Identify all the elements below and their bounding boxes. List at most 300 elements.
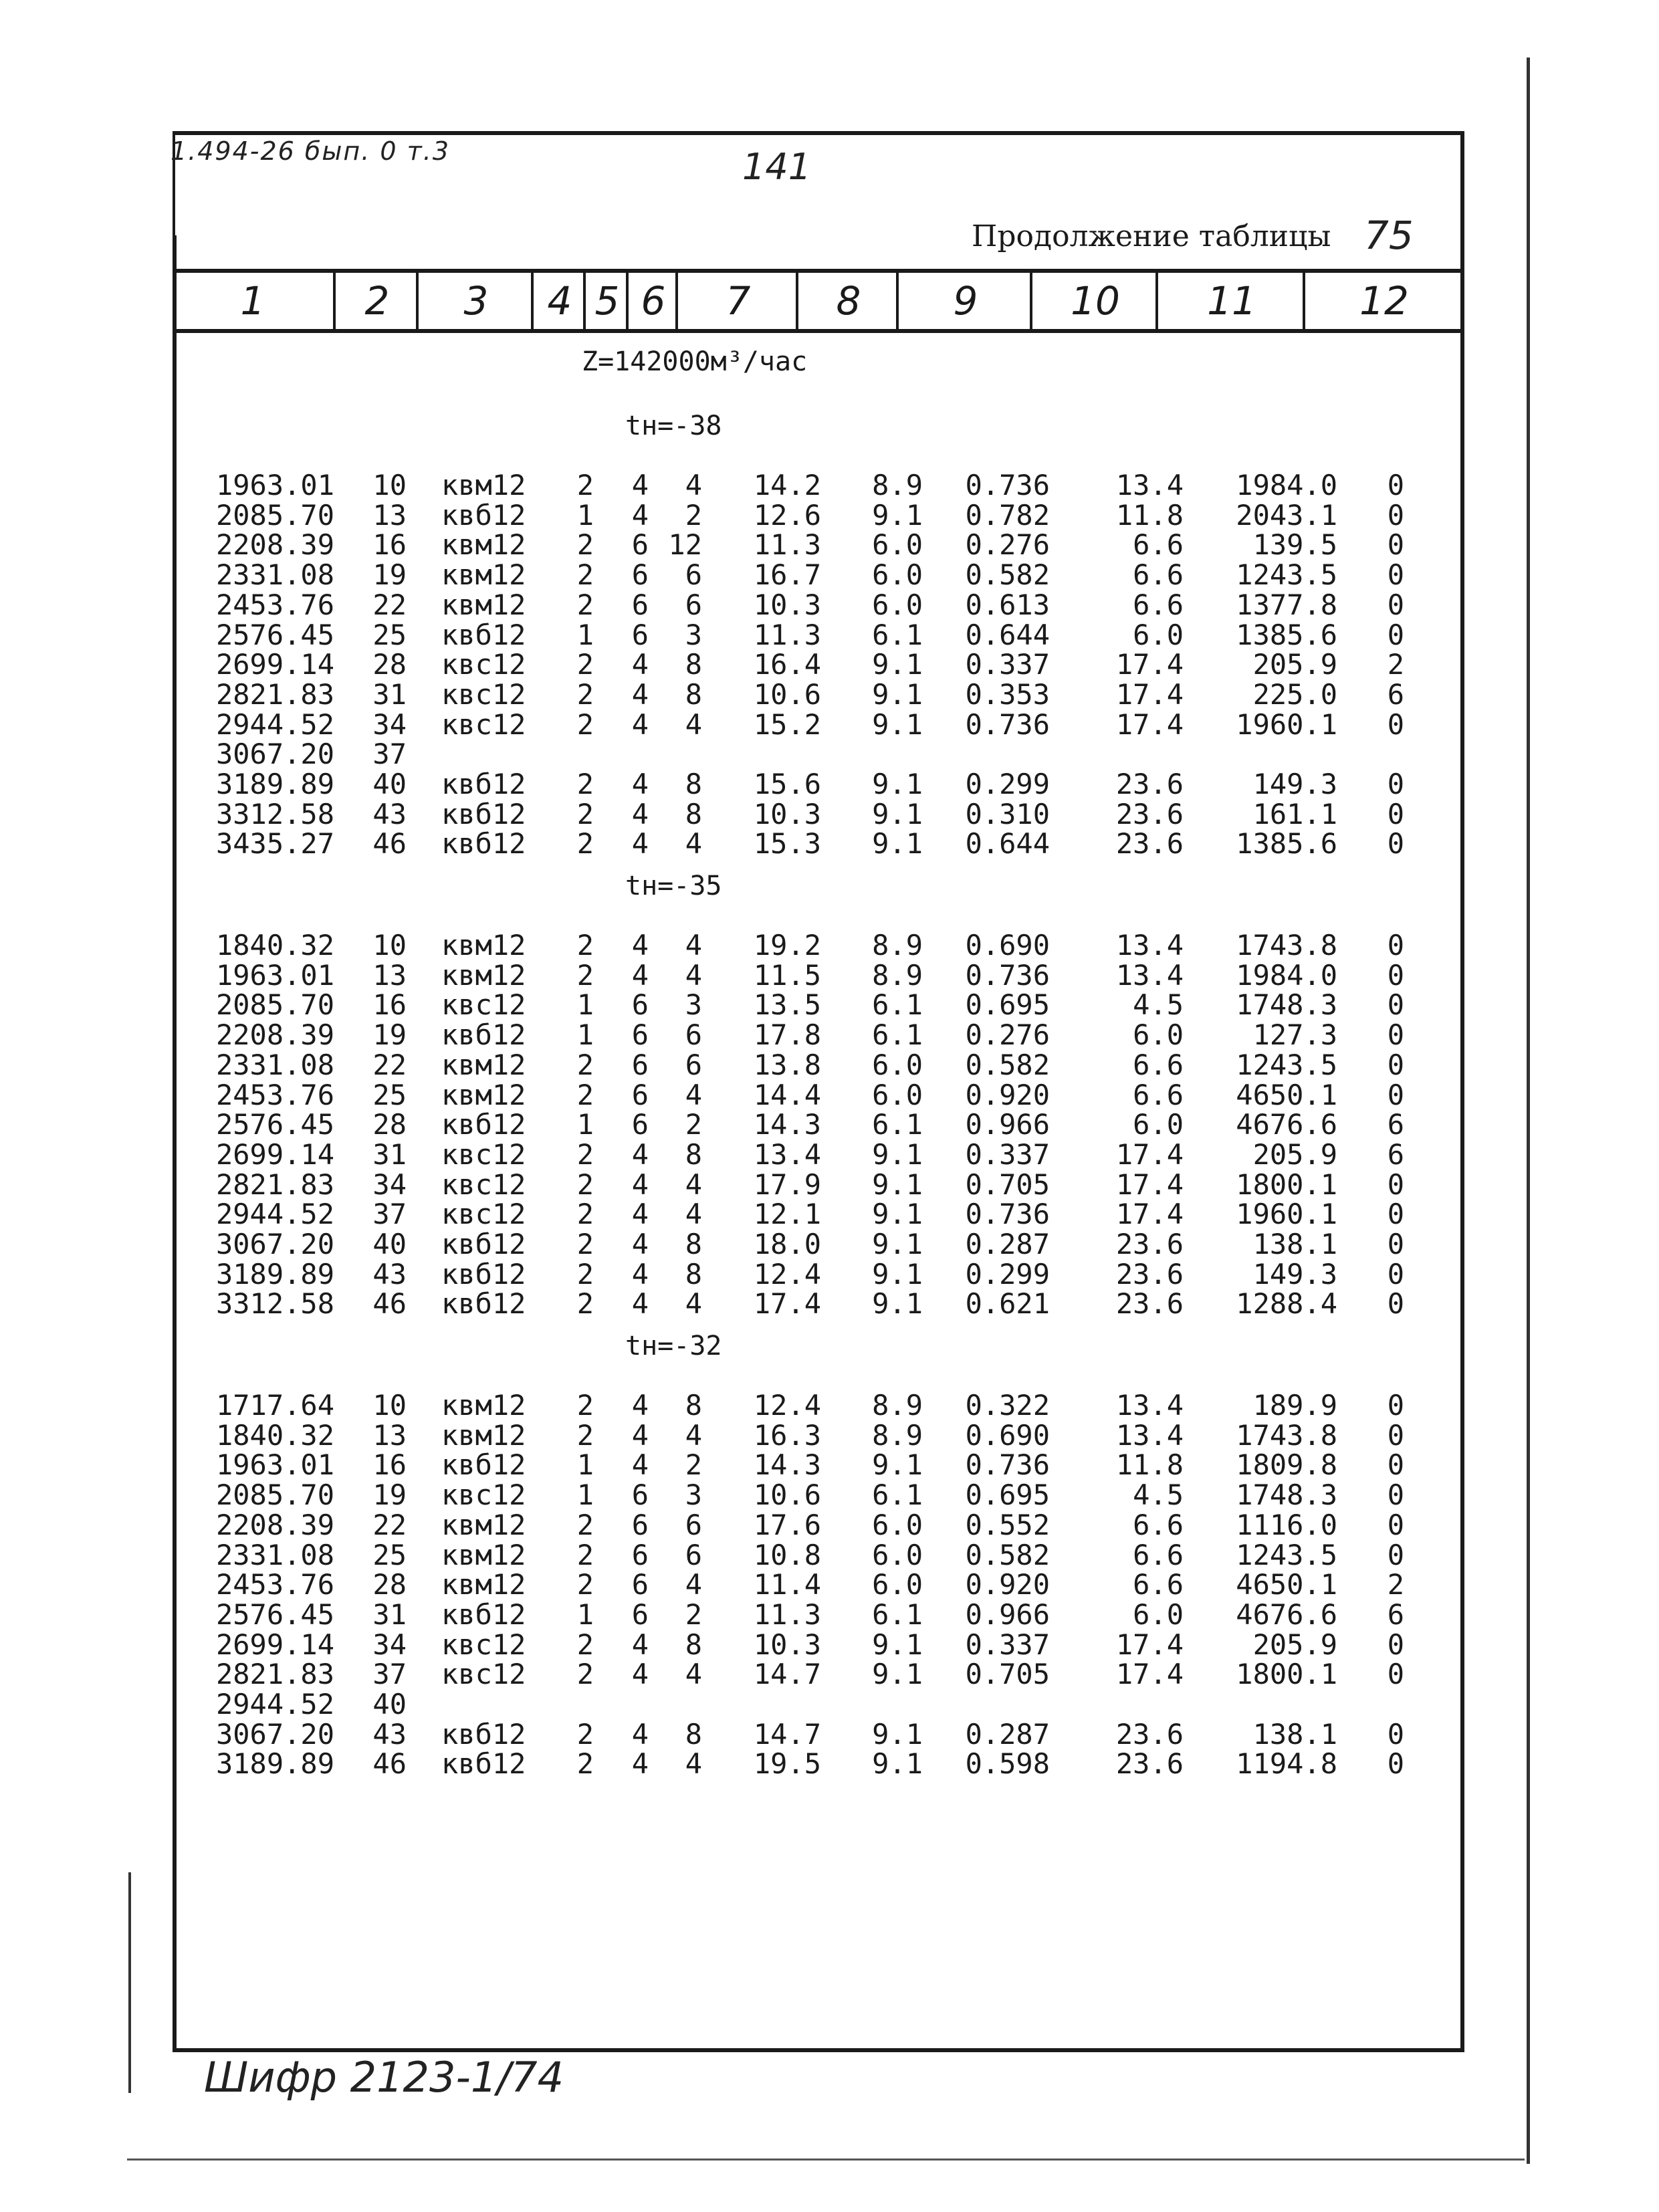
table-cell-col10: 6.6 bbox=[1133, 1078, 1184, 1111]
column-header: 12 bbox=[1303, 273, 1463, 329]
table-cell-col12: 6 bbox=[1387, 677, 1404, 711]
table-cell-col10: 6.6 bbox=[1133, 1568, 1184, 1601]
table-cell-col8: 9.1 bbox=[872, 827, 923, 861]
table-cell-col6: 12 bbox=[668, 528, 702, 562]
table-cell-col7: 10.8 bbox=[753, 1538, 821, 1571]
table-row bbox=[0, 1508, 1659, 1541]
table-cell-col2: 19 bbox=[372, 558, 407, 592]
table-cell-col8: 9.1 bbox=[872, 1228, 923, 1260]
table-cell-col8: 9.1 bbox=[872, 1448, 923, 1482]
flow-rate-label: Z=142000м³/час bbox=[582, 346, 808, 377]
table-cell-col7: 11.4 bbox=[753, 1568, 821, 1601]
table-cell-col9: 0.920 bbox=[965, 1568, 1050, 1601]
table-cell-col3: квм12 bbox=[441, 929, 526, 962]
table-cell-col6: 4 bbox=[685, 707, 702, 741]
table-cell-col12: 0 bbox=[1387, 1168, 1404, 1201]
table-cell-col4: 2 bbox=[576, 1287, 594, 1321]
table-cell-col3: квм12 bbox=[441, 1418, 526, 1452]
table-row bbox=[0, 1690, 1659, 1719]
table-cell-col7: 10.6 bbox=[753, 677, 821, 711]
table-cell-col2: 34 bbox=[372, 707, 407, 741]
table-cell-col11: 1960.1 bbox=[1236, 707, 1337, 741]
table-cell-col6: 6 bbox=[685, 558, 702, 592]
table-cell-col10: 17.4 bbox=[1115, 1198, 1184, 1231]
table-cell-col10: 13.4 bbox=[1115, 958, 1184, 992]
table-cell-col3: квб12 bbox=[441, 1747, 526, 1781]
table-cell-col3: квм12 bbox=[441, 1538, 526, 1571]
column-header: 7 bbox=[675, 273, 798, 329]
table-cell-col8: 8.9 bbox=[872, 1418, 923, 1452]
table-cell-col3: квм12 bbox=[441, 558, 526, 592]
table-row bbox=[0, 590, 1659, 620]
table-cell-col12: 0 bbox=[1387, 768, 1404, 800]
table-cell-col4: 2 bbox=[576, 1628, 594, 1661]
table-cell-col1: 2331.08 bbox=[215, 1538, 334, 1571]
table-cell-col1: 3067.20 bbox=[215, 1717, 334, 1751]
table-cell-col4: 2 bbox=[576, 1568, 594, 1601]
table-cell-col6: 2 bbox=[685, 1108, 702, 1141]
table-cell-col5: 6 bbox=[631, 1538, 649, 1571]
table-cell-col4: 2 bbox=[576, 1508, 594, 1541]
table-cell-col11: 225.0 bbox=[1252, 677, 1337, 711]
table-cell-col1: 2944.52 bbox=[215, 1688, 334, 1721]
table-cell-col2: 40 bbox=[372, 1688, 407, 1721]
table-cell-col11: 205.9 bbox=[1252, 648, 1337, 681]
table-cell-col3: квс12 bbox=[441, 988, 526, 1022]
table-cell-col6: 4 bbox=[685, 958, 702, 992]
table-cell-col6: 4 bbox=[685, 1168, 702, 1201]
table-cell-col3: квм12 bbox=[441, 958, 526, 992]
column-header: 9 bbox=[896, 273, 1032, 329]
table-row bbox=[0, 770, 1659, 799]
table-number: 75 bbox=[1364, 213, 1414, 258]
table-cell-col3: квб12 bbox=[441, 827, 526, 861]
table-cell-col4: 2 bbox=[576, 827, 594, 861]
table-cell-col9: 0.287 bbox=[965, 1228, 1050, 1260]
table-cell-col5: 4 bbox=[631, 648, 649, 681]
table-cell-col11: 1116.0 bbox=[1236, 1508, 1337, 1541]
table-cell-col7: 14.7 bbox=[753, 1658, 821, 1691]
table-cell-col3: квм12 bbox=[441, 1078, 526, 1111]
table-cell-col12: 0 bbox=[1387, 1508, 1404, 1541]
table-row bbox=[0, 560, 1659, 590]
table-cell-col3: квб12 bbox=[441, 498, 526, 532]
table-cell-col2: 22 bbox=[372, 588, 407, 621]
table-cell-col5: 6 bbox=[631, 618, 649, 651]
table-cell-col4: 2 bbox=[576, 797, 594, 831]
table-cell-col8: 6.0 bbox=[872, 588, 923, 621]
table-cell-col9: 0.353 bbox=[965, 677, 1050, 711]
table-cell-col5: 4 bbox=[631, 1418, 649, 1452]
table-cell-col11: 138.1 bbox=[1252, 1228, 1337, 1260]
table-cell-col4: 2 bbox=[576, 1168, 594, 1201]
table-cell-col7: 12.4 bbox=[753, 1257, 821, 1291]
table-cell-col6: 6 bbox=[685, 588, 702, 621]
table-cell-col3: квб12 bbox=[441, 618, 526, 651]
table-cell-col9: 0.276 bbox=[965, 1018, 1050, 1052]
table-cell-col8: 6.0 bbox=[872, 558, 923, 592]
table-cell-col11: 1800.1 bbox=[1236, 1168, 1337, 1201]
table-row bbox=[0, 990, 1659, 1020]
table-cell-col3: квс12 bbox=[441, 707, 526, 741]
table-cell-col10: 17.4 bbox=[1115, 707, 1184, 741]
table-cell-col11: 1809.8 bbox=[1236, 1448, 1337, 1482]
table-row bbox=[0, 1717, 1659, 1751]
document-code: 1.494-26 бып. 0 т.3 bbox=[171, 136, 451, 166]
table-cell-col2: 22 bbox=[372, 1508, 407, 1541]
table-cell-col10: 23.6 bbox=[1115, 1287, 1184, 1321]
table-cell-col9: 0.705 bbox=[965, 1658, 1050, 1691]
table-row bbox=[0, 1050, 1659, 1080]
table-cell-col3: квс12 bbox=[441, 1658, 526, 1691]
table-cell-col12: 0 bbox=[1387, 1628, 1404, 1661]
column-header: 11 bbox=[1155, 273, 1305, 329]
table-cell-col1: 1840.32 bbox=[215, 1418, 334, 1452]
table-cell-col9: 0.299 bbox=[965, 768, 1050, 800]
table-cell-col2: 34 bbox=[372, 1168, 407, 1201]
table-cell-col7: 11.3 bbox=[753, 1597, 821, 1631]
table-row bbox=[0, 1230, 1659, 1259]
table-cell-col2: 31 bbox=[372, 1597, 407, 1631]
column-header: 4 bbox=[531, 273, 586, 329]
table-cell-col6: 4 bbox=[685, 827, 702, 861]
table-cell-col4: 2 bbox=[576, 1228, 594, 1260]
table-cell-col1: 2085.70 bbox=[215, 498, 334, 532]
table-row bbox=[0, 1170, 1659, 1200]
table-cell-col7: 12.6 bbox=[753, 498, 821, 532]
table-cell-col8: 6.1 bbox=[872, 1597, 923, 1631]
table-cell-col2: 40 bbox=[372, 768, 407, 800]
table-row bbox=[0, 1200, 1659, 1229]
table-row bbox=[0, 1257, 1659, 1291]
table-cell-col12: 0 bbox=[1387, 707, 1404, 741]
table-cell-col8: 9.1 bbox=[872, 648, 923, 681]
table-cell-col5: 4 bbox=[631, 768, 649, 800]
table-cell-col1: 2085.70 bbox=[215, 988, 334, 1022]
table-cell-col11: 149.3 bbox=[1252, 1257, 1337, 1291]
table-cell-col5: 6 bbox=[631, 1048, 649, 1081]
table-cell-col3: квс12 bbox=[441, 677, 526, 711]
table-cell-col4: 2 bbox=[576, 469, 594, 502]
table-cell-col10: 23.6 bbox=[1115, 1747, 1184, 1781]
table-cell-col1: 3067.20 bbox=[215, 738, 334, 771]
table-cell-col5: 4 bbox=[631, 1747, 649, 1781]
table-cell-col9: 0.782 bbox=[965, 498, 1050, 532]
table-cell-col10: 13.4 bbox=[1115, 1389, 1184, 1422]
table-cell-col5: 6 bbox=[631, 1018, 649, 1052]
table-cell-col12: 6 bbox=[1387, 1137, 1404, 1171]
table-cell-col12: 0 bbox=[1387, 827, 1404, 861]
table-cell-col9: 0.695 bbox=[965, 1478, 1050, 1512]
table-cell-col2: 28 bbox=[372, 648, 407, 681]
table-cell-col2: 37 bbox=[372, 738, 407, 771]
table-cell-col5: 6 bbox=[631, 588, 649, 621]
table-cell-col10: 6.6 bbox=[1133, 1048, 1184, 1081]
table-cell-col1: 2208.39 bbox=[215, 1508, 334, 1541]
column-header: 1 bbox=[240, 278, 265, 324]
table-cell-col6: 6 bbox=[685, 1018, 702, 1052]
table-cell-col4: 2 bbox=[576, 768, 594, 800]
table-cell-col4: 1 bbox=[576, 498, 594, 532]
table-cell-col10: 6.6 bbox=[1133, 588, 1184, 621]
table-cell-col12: 0 bbox=[1387, 618, 1404, 651]
table-row bbox=[0, 677, 1659, 711]
table-cell-col11: 1385.6 bbox=[1236, 618, 1337, 651]
table-cell-col6: 4 bbox=[685, 1287, 702, 1321]
table-cell-col6: 8 bbox=[685, 797, 702, 831]
table-cell-col3: квс12 bbox=[441, 1168, 526, 1201]
table-cell-col5: 6 bbox=[631, 528, 649, 562]
table-cell-col10: 6.6 bbox=[1133, 1538, 1184, 1571]
table-row bbox=[0, 1289, 1659, 1319]
table-cell-col11: 4676.6 bbox=[1236, 1108, 1337, 1141]
table-cell-col6: 2 bbox=[685, 1597, 702, 1631]
table-cell-col1: 3189.89 bbox=[215, 1747, 334, 1781]
table-cell-col4: 2 bbox=[576, 1747, 594, 1781]
table-cell-col7: 11.3 bbox=[753, 528, 821, 562]
table-cell-col10: 13.4 bbox=[1115, 1418, 1184, 1452]
table-row bbox=[0, 740, 1659, 769]
table-cell-col4: 2 bbox=[576, 1658, 594, 1691]
column-header: 8 bbox=[796, 273, 899, 329]
table-cell-col10: 17.4 bbox=[1115, 1168, 1184, 1201]
table-cell-col1: 2208.39 bbox=[215, 1018, 334, 1052]
table-cell-col5: 4 bbox=[631, 1257, 649, 1291]
column-header: 3 bbox=[416, 273, 534, 329]
table-cell-col11: 189.9 bbox=[1252, 1389, 1337, 1422]
table-cell-col10: 6.6 bbox=[1133, 528, 1184, 562]
table-cell-col7: 11.5 bbox=[753, 958, 821, 992]
table-cell-col9: 0.736 bbox=[965, 1198, 1050, 1231]
table-row bbox=[0, 931, 1659, 960]
table-cell-col7: 11.3 bbox=[753, 618, 821, 651]
table-cell-col11: 1243.5 bbox=[1236, 1048, 1337, 1081]
table-cell-col5: 4 bbox=[631, 1287, 649, 1321]
table-cell-col9: 0.690 bbox=[965, 1418, 1050, 1452]
table-cell-col5: 4 bbox=[631, 1628, 649, 1661]
table-cell-col12: 0 bbox=[1387, 469, 1404, 502]
table-cell-col3: квб12 bbox=[441, 1287, 526, 1321]
table-cell-col7: 17.4 bbox=[753, 1287, 821, 1321]
table-cell-col11: 139.5 bbox=[1252, 528, 1337, 562]
table-cell-col8: 6.1 bbox=[872, 1108, 923, 1141]
table-cell-col2: 19 bbox=[372, 1018, 407, 1052]
table-row bbox=[0, 1110, 1659, 1139]
table-cell-col12: 0 bbox=[1387, 558, 1404, 592]
table-cell-col11: 138.1 bbox=[1252, 1717, 1337, 1751]
table-cell-col2: 31 bbox=[372, 677, 407, 711]
table-cell-col2: 34 bbox=[372, 1628, 407, 1661]
table-cell-col12: 2 bbox=[1387, 1568, 1404, 1601]
scan-edge-left bbox=[128, 1872, 131, 2093]
table-cell-col2: 10 bbox=[372, 929, 407, 962]
table-cell-col1: 3312.58 bbox=[215, 797, 334, 831]
table-cell-col12: 0 bbox=[1387, 1478, 1404, 1512]
table-cell-col9: 0.736 bbox=[965, 469, 1050, 502]
table-cell-col1: 1717.64 bbox=[215, 1389, 334, 1422]
table-cell-col7: 18.0 bbox=[753, 1228, 821, 1260]
table-cell-col12: 0 bbox=[1387, 1257, 1404, 1291]
table-cell-col1: 2085.70 bbox=[215, 1478, 334, 1512]
table-cell-col7: 13.8 bbox=[753, 1048, 821, 1081]
table-cell-col9: 0.299 bbox=[965, 1257, 1050, 1291]
table-cell-col7: 14.4 bbox=[753, 1078, 821, 1111]
table-cell-col7: 14.3 bbox=[753, 1448, 821, 1482]
table-cell-col12: 6 bbox=[1387, 1597, 1404, 1631]
table-cell-col10: 17.4 bbox=[1115, 648, 1184, 681]
table-cell-col4: 2 bbox=[576, 958, 594, 992]
table-cell-col9: 0.736 bbox=[965, 958, 1050, 992]
table-cell-col6: 6 bbox=[685, 1508, 702, 1541]
table-cell-col1: 2453.76 bbox=[215, 1568, 334, 1601]
table-cell-col1: 2821.83 bbox=[215, 677, 334, 711]
table-cell-col11: 1960.1 bbox=[1236, 1198, 1337, 1231]
table-cell-col5: 6 bbox=[631, 1568, 649, 1601]
table-cell-col1: 3312.58 bbox=[215, 1287, 334, 1321]
table-cell-col9: 0.613 bbox=[965, 588, 1050, 621]
table-cell-col7: 19.2 bbox=[753, 929, 821, 962]
table-cell-col10: 6.0 bbox=[1133, 618, 1184, 651]
table-cell-col6: 8 bbox=[685, 768, 702, 800]
table-cell-col4: 2 bbox=[576, 1538, 594, 1571]
table-cell-col12: 0 bbox=[1387, 1228, 1404, 1260]
table-cell-col5: 4 bbox=[631, 1448, 649, 1482]
table-cell-col5: 6 bbox=[631, 1597, 649, 1631]
table-cell-col2: 28 bbox=[372, 1108, 407, 1141]
table-cell-col8: 6.0 bbox=[872, 1508, 923, 1541]
table-cell-col8: 9.1 bbox=[872, 797, 923, 831]
table-cell-col2: 43 bbox=[372, 1717, 407, 1751]
table-cell-col12: 0 bbox=[1387, 1287, 1404, 1321]
table-cell-col12: 0 bbox=[1387, 588, 1404, 621]
table-cell-col1: 2699.14 bbox=[215, 1628, 334, 1661]
table-cell-col6: 6 bbox=[685, 1538, 702, 1571]
table-cell-col1: 2331.08 bbox=[215, 1048, 334, 1081]
table-cell-col9: 0.644 bbox=[965, 618, 1050, 651]
table-cell-col9: 0.322 bbox=[965, 1389, 1050, 1422]
table-cell-col3: квб12 bbox=[441, 1448, 526, 1482]
table-cell-col12: 2 bbox=[1387, 648, 1404, 681]
table-cell-col6: 3 bbox=[685, 1478, 702, 1512]
table-row bbox=[0, 1597, 1659, 1631]
table-cell-col1: 3189.89 bbox=[215, 1257, 334, 1291]
cipher-signature: Шифр 2123-1/74 bbox=[204, 2053, 564, 2102]
table-cell-col1: 2699.14 bbox=[215, 648, 334, 681]
table-cell-col6: 4 bbox=[685, 1078, 702, 1111]
table-cell-col8: 9.1 bbox=[872, 1257, 923, 1291]
table-cell-col1: 2699.14 bbox=[215, 1137, 334, 1171]
table-cell-col8: 6.1 bbox=[872, 1478, 923, 1512]
table-cell-col1: 1840.32 bbox=[215, 929, 334, 962]
table-row bbox=[0, 1020, 1659, 1050]
table-cell-col9: 0.695 bbox=[965, 988, 1050, 1022]
table-cell-col1: 2331.08 bbox=[215, 558, 334, 592]
table-cell-col10: 13.4 bbox=[1115, 469, 1184, 502]
table-cell-col2: 25 bbox=[372, 618, 407, 651]
table-cell-col4: 2 bbox=[576, 1078, 594, 1111]
table-row bbox=[0, 498, 1659, 532]
table-cell-col10: 23.6 bbox=[1115, 1717, 1184, 1751]
table-cell-col10: 11.8 bbox=[1115, 498, 1184, 532]
table-cell-col2: 37 bbox=[372, 1198, 407, 1231]
table-cell-col10: 6.0 bbox=[1133, 1108, 1184, 1141]
table-cell-col2: 13 bbox=[372, 958, 407, 992]
table-cell-col4: 1 bbox=[576, 1108, 594, 1141]
table-cell-col4: 2 bbox=[576, 528, 594, 562]
table-cell-col1: 3189.89 bbox=[215, 768, 334, 800]
table-cell-col2: 46 bbox=[372, 1747, 407, 1781]
table-cell-col10: 6.0 bbox=[1133, 1018, 1184, 1052]
table-cell-col7: 10.3 bbox=[753, 588, 821, 621]
table-cell-col8: 6.1 bbox=[872, 1018, 923, 1052]
table-cell-col9: 0.920 bbox=[965, 1078, 1050, 1111]
table-row bbox=[0, 1391, 1659, 1420]
table-cell-col1: 1963.01 bbox=[215, 1448, 334, 1482]
table-cell-col6: 8 bbox=[685, 648, 702, 681]
table-cell-col7: 10.3 bbox=[753, 797, 821, 831]
table-cell-col2: 46 bbox=[372, 1287, 407, 1321]
table-cell-col5: 4 bbox=[631, 929, 649, 962]
table-cell-col4: 2 bbox=[576, 1389, 594, 1422]
table-cell-col9: 0.644 bbox=[965, 827, 1050, 861]
table-row bbox=[0, 829, 1659, 859]
table-cell-col6: 4 bbox=[685, 1658, 702, 1691]
table-cell-col2: 31 bbox=[372, 1137, 407, 1171]
table-cell-col9: 0.582 bbox=[965, 558, 1050, 592]
table-cell-col8: 6.0 bbox=[872, 1048, 923, 1081]
table-cell-col2: 16 bbox=[372, 528, 407, 562]
table-cell-col1: 2208.39 bbox=[215, 528, 334, 562]
table-cell-col1: 2944.52 bbox=[215, 1198, 334, 1231]
table-cell-col3: квм12 bbox=[441, 588, 526, 621]
table-row bbox=[0, 1137, 1659, 1171]
table-cell-col5: 4 bbox=[631, 1717, 649, 1751]
table-row bbox=[0, 471, 1659, 500]
table-cell-col6: 8 bbox=[685, 1628, 702, 1661]
table-cell-col6: 8 bbox=[685, 1257, 702, 1291]
table-cell-col12: 0 bbox=[1387, 1418, 1404, 1452]
table-cell-col5: 4 bbox=[631, 1389, 649, 1422]
table-row bbox=[0, 650, 1659, 679]
table-cell-col11: 1194.8 bbox=[1236, 1747, 1337, 1781]
table-cell-col9: 0.705 bbox=[965, 1168, 1050, 1201]
table-cell-col12: 0 bbox=[1387, 929, 1404, 962]
table-row bbox=[0, 797, 1659, 831]
table-cell-col6: 4 bbox=[685, 929, 702, 962]
table-cell-col7: 19.5 bbox=[753, 1747, 821, 1781]
table-cell-col8: 6.0 bbox=[872, 528, 923, 562]
column-header: 6 bbox=[626, 273, 678, 329]
table-cell-col10: 4.5 bbox=[1133, 1478, 1184, 1512]
table-cell-col4: 2 bbox=[576, 1418, 594, 1452]
column-header: 2 bbox=[333, 273, 419, 329]
table-cell-col11: 4650.1 bbox=[1236, 1078, 1337, 1111]
table-cell-col1: 2576.45 bbox=[215, 1108, 334, 1141]
table-cell-col7: 16.7 bbox=[753, 558, 821, 592]
scan-edge-bottom bbox=[127, 2159, 1525, 2161]
table-cell-col2: 40 bbox=[372, 1228, 407, 1260]
table-cell-col3: квс12 bbox=[441, 1478, 526, 1512]
table-cell-col6: 4 bbox=[685, 1568, 702, 1601]
table-cell-col11: 1984.0 bbox=[1236, 958, 1337, 992]
table-cell-col9: 0.276 bbox=[965, 528, 1050, 562]
table-row bbox=[0, 1660, 1659, 1689]
table-cell-col4: 2 bbox=[576, 1048, 594, 1081]
table-cell-col3: квб12 bbox=[441, 797, 526, 831]
table-cell-col10: 6.6 bbox=[1133, 1508, 1184, 1541]
table-cell-col7: 15.6 bbox=[753, 768, 821, 800]
table-cell-col8: 6.0 bbox=[872, 1538, 923, 1571]
